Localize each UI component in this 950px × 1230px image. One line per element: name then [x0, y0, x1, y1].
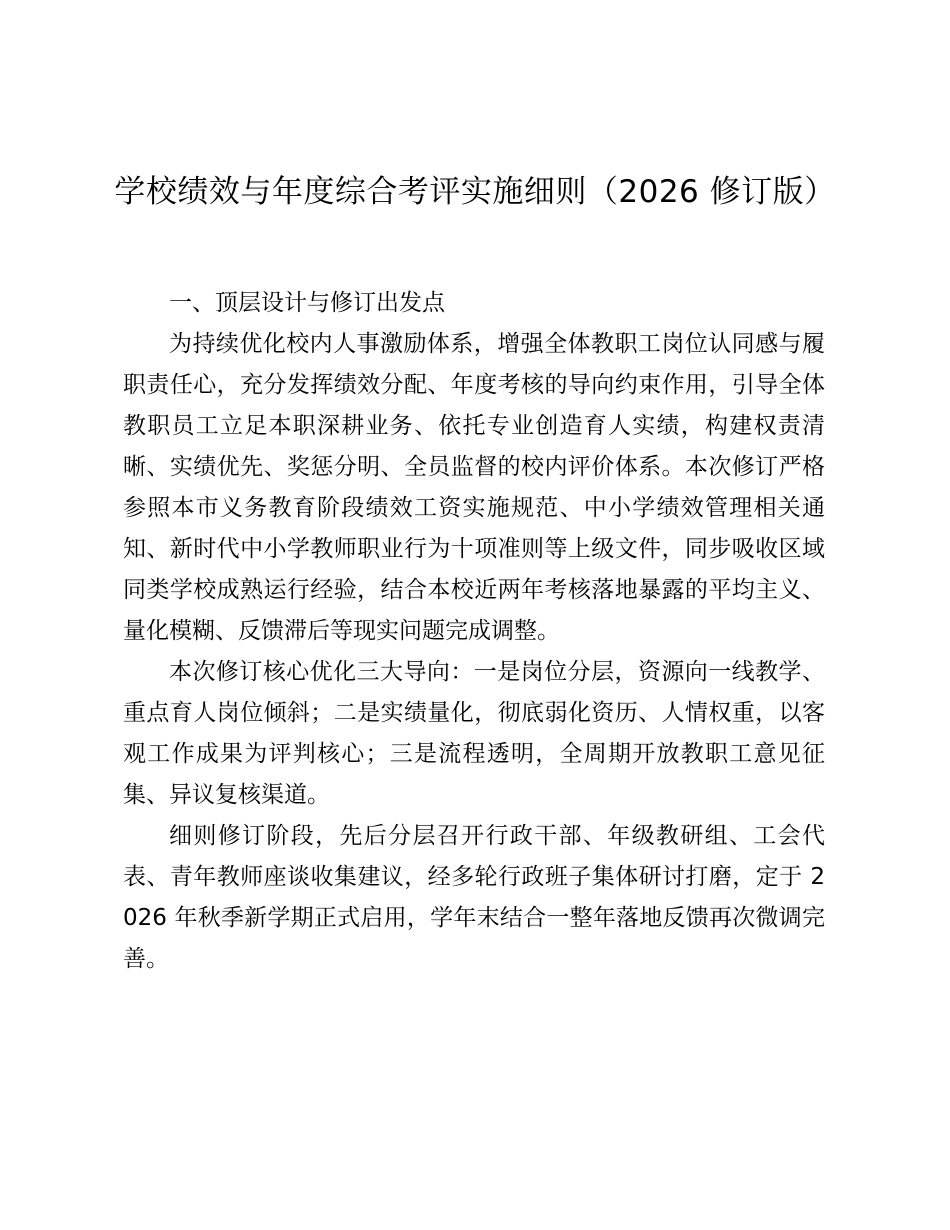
document-title: 学校绩效与年度综合考评实施细则（2026 修订版） — [114, 174, 836, 210]
paragraph-revision-process: 细则修订阶段，先后分层召开行政干部、年级教研组、工会代表、青年教师座谈收集建议，经多轮行政班子集体研讨打磨，定于 2026 年秋季新学期正式启用，学年末结合一整年落地反馈再次微调完善。 — [123, 823, 825, 972]
section-heading: 一、顶层设计与修订出发点 — [169, 290, 445, 316]
document-body — [123, 283, 825, 980]
paragraph-orientations: 本次修订核心优化三大导向：一是岗位分层，资源向一线教学、重点育人岗位倾斜；二是实绩量化，彻底弱化资历、人情权重，以客观工作成果为评判核心；三是流程透明，全周期开放教职工意见征集、异议复核渠道。 — [123, 659, 825, 808]
paragraph-purpose: 为持续优化校内人事激励体系，增强全体教职工岗位认同感与履职责任心，充分发挥绩效分配、年度考核的导向约束作用，引导全体教职员工立足本职深耕业务、依托专业创造育人实绩，构建权责清晰、实绩优先、奖惩分明、全员监督的校内评价体系。本次修订严格参照本市义务教育阶段绩效工资实施规范、中小学绩效管理相关通知、新时代中小学教师职业行为十项准则等上级文件，同步吸收区域同类学校成熟运行经验，结合本校近两年考核落地暴露的平均主义、量化模糊、反馈滞后等现实问题完成调整。 — [123, 331, 825, 644]
